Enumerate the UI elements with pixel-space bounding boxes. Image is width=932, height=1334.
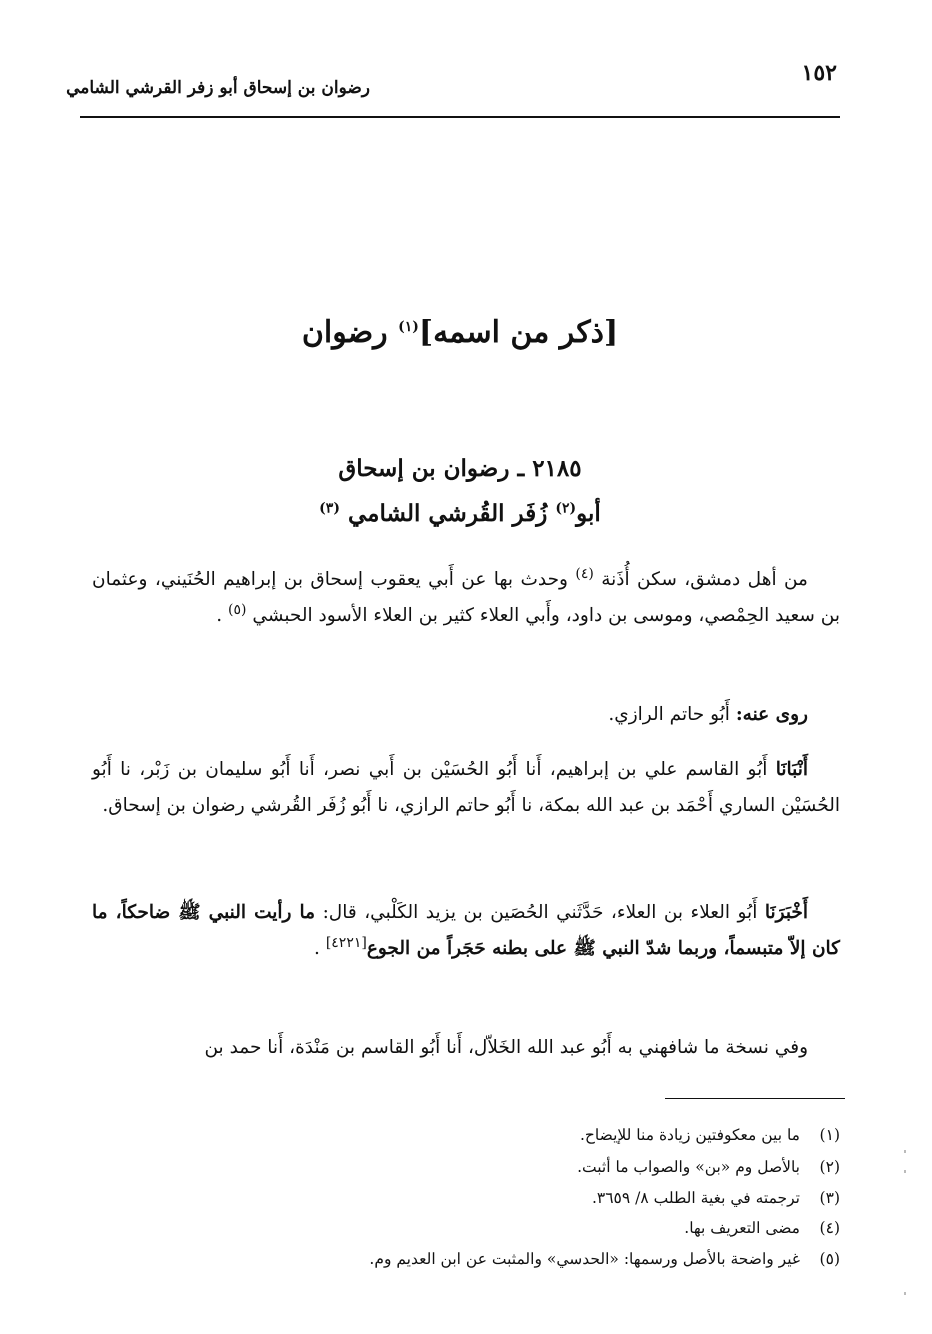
narrators-label: روى عنه: <box>735 704 808 725</box>
paragraph-isnad-2 <box>92 1030 840 1066</box>
hadith-isnad-text: أَبُو العلاء بن العلاء، حَدَّثَني الحُصَين بن يزيد الكَلْبي، قال: <box>322 902 758 923</box>
footnote-number: (١) <box>819 1126 840 1144</box>
paragraph-isnad-1 <box>92 752 840 824</box>
chapter-title-name: رضوان <box>301 315 388 350</box>
entry-note-ref-3: (٣) <box>319 500 340 517</box>
header-rule <box>80 116 840 118</box>
paragraph-hadith <box>92 895 840 967</box>
hadith-label: أَخْبَرَنَا <box>764 902 808 923</box>
scan-speck <box>904 1150 906 1153</box>
footnote-1 <box>200 1124 840 1146</box>
footnote-4 <box>200 1217 840 1239</box>
footnote-text: مضى التعريف بها. <box>684 1219 800 1237</box>
footnote-5 <box>200 1248 840 1270</box>
chapter-title <box>80 315 840 350</box>
hadith-number: [٤٢٢١] <box>325 934 367 951</box>
footnote-rule <box>665 1098 845 1099</box>
isnad-2-text: وفي نسخة ما شافهني به أَبُو عبد الله الخَلاّل، أَنا أَبُو القاسم بن مَنْدَة، أَنا حمد بن <box>204 1037 808 1058</box>
biography-text-2: وحدث بها عن أَبي يعقوب إسحاق بن إبراهيم الحُنَيني، وعثمان بن سعيد الحِمْصي، وموسى بن داود، وأَبي العلاء كثير بن العلاء الأسود الحبشي <box>92 569 840 626</box>
scan-speck <box>904 1170 906 1173</box>
footnote-number: (٣) <box>819 1189 840 1207</box>
footnote-2 <box>200 1156 840 1178</box>
biography-note-ref-4: (٤) <box>575 565 594 582</box>
footnote-text: ترجمته في بغية الطلب ٨/ ٣٦٥٩. <box>591 1189 800 1207</box>
paragraph-biography <box>92 562 840 634</box>
footnote-text: ما بين معكوفتين زيادة منا للإيضاح. <box>580 1126 800 1144</box>
chapter-title-text: [ذكر من اسمه] <box>418 315 619 350</box>
hadith-end: . <box>314 938 320 959</box>
biography-text-1: من أهل دمشق، سكن أُذَنة <box>601 569 808 590</box>
scan-speck <box>904 1292 906 1295</box>
entry-subtitle-kunya: أبو <box>576 500 601 527</box>
running-title: رضوان بن إسحاق أبو زفر القرشي الشامي <box>66 78 370 98</box>
isnad-1-text: أَبُو القاسم علي بن إبراهيم، أَنا أَبُو الحُسَيْن بن أَبي نصر، أَنا أَبُو سليمان بن زَبْر، نا أَبُو الحُسَيْن الساري أَحْمَد بن عبد الله بمكة، نا أَبُو حاتم الرازي، نا أَبُو زُفَر القُرشي رضوان بن إسحاق. <box>92 759 840 816</box>
biography-note-ref-5: (٥) <box>228 601 247 618</box>
biography-text-end: . <box>216 605 223 626</box>
footnote-number: (٤) <box>819 1219 840 1237</box>
entry-note-ref-2: (٢) <box>555 500 577 517</box>
footnote-text: غير واضحة بالأصل ورسمها: «الحدسي» والمثبت عن ابن العديم وم. <box>369 1250 800 1268</box>
narrators-text: أَبُو حاتم الرازي. <box>608 704 730 725</box>
chapter-note-ref: (١) <box>398 319 419 335</box>
footnote-text: بالأصل وم «بن» والصواب ما أثبت. <box>577 1158 800 1176</box>
entry-subtitle-name: زُفَر القُرشي الشامي <box>347 500 548 527</box>
paragraph-narrators <box>92 697 840 733</box>
entry-subtitle <box>80 500 840 527</box>
page-number: ١٥٢ <box>801 60 837 86</box>
footnote-3 <box>200 1187 840 1209</box>
isnad-1-label: أَنْبَانَا <box>775 759 808 780</box>
entry-title: ٢١٨٥ ـ رضوان بن إسحاق <box>338 455 582 482</box>
footnote-number: (٢) <box>819 1158 840 1176</box>
hadith-matn-text: ما رأيت النبي ﷺ ضاحكاً، ما كان إلاّ متبسماً، وربما شدّ النبي ﷺ على بطنه حَجَراً من الجوع <box>92 902 840 959</box>
footnote-number: (٥) <box>819 1250 840 1268</box>
